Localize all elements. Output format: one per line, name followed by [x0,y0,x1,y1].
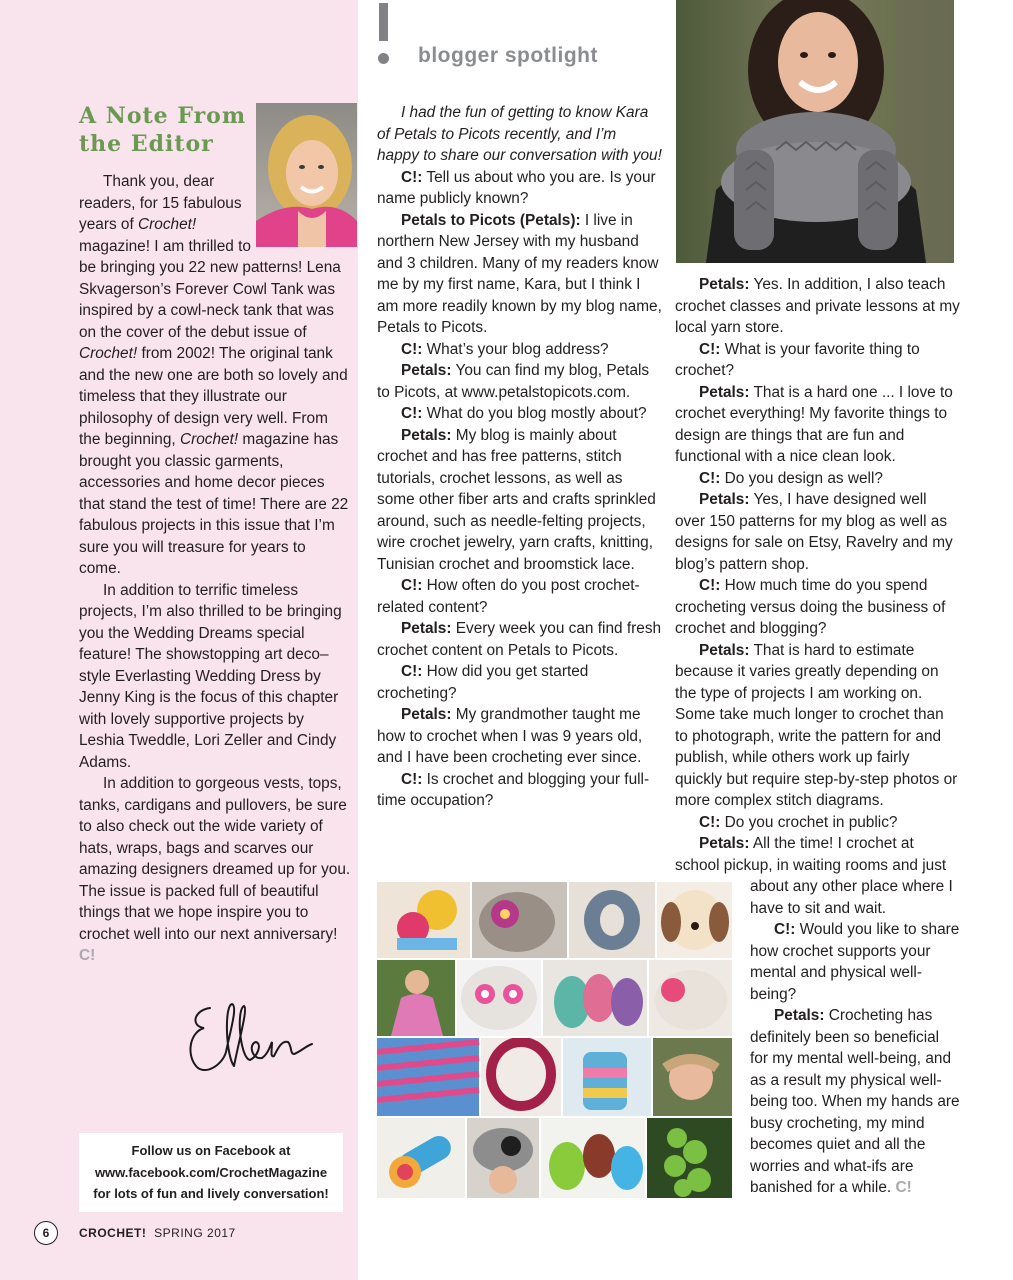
facebook-callout [79,1133,343,1212]
interview-answer: Petals: Every week you can find fresh crochet content on Petals to Picots. [377,620,662,659]
interview-question: C!: What is your favorite thing to crochet? [675,340,920,379]
interview-question: C!: Would you like to share how crochet supports your mental and physical well-being? [750,921,960,1003]
exclamation-dot-icon [378,53,389,64]
interview-column-1 [377,102,662,812]
interview-answer: Petals: That is hard to estimate because it varies greatly depending on the type of projects I am working on. Some take much longer to crochet than to photograph, write the pattern for and publish, while others work up fairly quickly but require step-by-step photos or more complex stitch diagrams. [675,641,958,809]
interview-answer: Petals: Yes, I have designed well over 150 patterns for my blog as well as designs for sale on Etsy, Ravelry and my blog’s pattern shop. [675,491,953,573]
page-footer [79,1226,236,1240]
interview-question: C!: Tell us about who you are. Is your name publicly known? [377,168,656,207]
photo-text-wrap-spacer [253,171,351,249]
interview-question: C!: What do you blog mostly about? [401,405,647,422]
interview-question: C!: Is crochet and blogging your full-time occupation? [377,770,650,809]
magazine-name: Crochet! [179,431,239,448]
editor-paragraph: In addition to gorgeous vests, tops, tanks, cardigans and pullovers, be sure to also check out the wide variety of hats, wraps, bags and scarves our amazing designers dreamed up for you. The issue is packed full of beautiful things that we hope inspire you to crochet well into our next anniversary! C! [79,775,351,964]
question-speaker: C!: [401,770,423,788]
footer-magazine: CROCHET! [79,1226,147,1240]
editor-note-title: A Note From the Editor [79,103,247,157]
editor-paragraph: In addition to terrific timeless projects, I’m also thrilled to be bringing you the Wedding Dreams special feature! The showstopping art deco–style Everlasting Wedding Dress by Jenny King is the focus of this chapter with lovely supportive projects by Leshia Tweddle, Lori Zeller and Cindy Adams. [79,581,342,771]
interview-column-2 [675,274,960,876]
editor-paragraphs [79,171,351,967]
answer-speaker: Petals: [699,491,750,508]
blogger-portrait-photo [676,0,954,263]
interview-question: C!: How much time do you spend crocheting versus doing the business of crochet and blogging? [675,577,946,637]
answer-speaker: Petals: [401,706,452,723]
interview-answer: Petals: My blog is mainly about crochet and has free patterns, stitch tutorials, crochet lessons, as well as some other fiber arts and crafts sprinkled around, such as needle-felting projects, wire crochet jewelry, yarn crafts, knitting, Tunisian crochet and broomstick lace. [377,426,656,573]
answer-speaker: Petals: [401,426,452,444]
question-speaker: C!: [774,921,796,938]
answer-speaker: Petals: [401,620,452,637]
interview-answer: Petals: Yes. In addition, I also teach crochet classes and private lessons at my local yarn store. [675,276,960,336]
section-label: blogger spotlight [418,44,598,67]
question-speaker: C!: [401,340,423,358]
answer-speaker: Petals: [774,1007,825,1024]
exclamation-bar-icon [379,3,388,41]
facebook-line-3: for lots of fun and lively conversation! [93,1186,329,1202]
interview-question: C!: Do you crochet in public? [699,813,898,831]
question-speaker: C!: [699,469,721,487]
answer-speaker: Petals to Picots (Petals): [401,211,581,229]
end-mark-icon: C! [79,947,96,964]
editor-signature [182,996,317,1081]
answer-speaker: Petals: [699,641,750,659]
interview-column-2-continued [750,876,960,1199]
editor-note-body [79,171,351,967]
end-mark-icon: C! [895,1179,912,1196]
facebook-url[interactable]: www.facebook.com/CrochetMagazine [94,1164,328,1180]
interview-answer-continued: about any other place where I have to sit and wait. [750,878,953,917]
answer-speaker: Petals: [401,362,452,379]
interview-answer: Petals: You can find my blog, Petals to Picots, at www.petalstopicots.com. [377,362,650,401]
interview-answer: Petals: Crocheting has definitely been so beneficial for my mental well-being, and as a result my physical well-being too. When my hands are busy crocheting, my mind becomes quiet and all the worries and what-ifs are banished for a while. C! [750,1007,960,1196]
question-speaker: C!: [699,577,721,594]
editor-paragraph: Thank you, dear readers, for 15 fabulous years of Crochet! magazine! I am thrilled to be bringing you 22 new patterns! Lena Skvagerson’s Forever Cowl Tank was inspired by a cowl-neck tank that was on the cover of the debut issue of Crochet! from 2002! The original tank and the new one are both so lovely and timeless that they illustrate our philosophy of design very well. From the beginning, Crochet! magazine has brought you classic garments, accessories and home decor pieces that stand the test of time! There are 22 fabulous projects in this issue that I’m sure you will treasure for years to come. [79,173,349,577]
interview-answer: Petals: All the time! I crochet at school pickup, in waiting rooms and just [675,835,947,874]
project-photo-collage [377,882,732,1198]
interview-question: C!: What’s your blog address? [401,340,609,358]
interview-intro: I had the fun of getting to know Kara of Petals to Picots recently, and I’m happy to share our conversation with you! [377,104,662,164]
page-number: 6 [34,1221,58,1245]
interview-question: C!: How often do you post crochet-related content? [377,577,640,616]
interview-question: C!: How did you get started crocheting? [377,663,589,702]
interview-answer: Petals: My grandmother taught me how to crochet when I was 9 years old, and I have been crocheting ever since. [377,706,643,766]
interview-answer: Petals to Picots (Petals): I live in northern New Jersey with my husband and 3 children. Many of my readers know me by my first name, Kara, but I think I am more readily known by my blog name, Petals to Picots. [377,211,662,336]
question-speaker: C!: [699,813,721,831]
answer-speaker: Petals: [699,276,750,293]
question-speaker: C!: [401,577,423,594]
question-speaker: C!: [401,168,423,186]
facebook-line-1: Follow us on Facebook at [131,1143,291,1159]
interview-question: C!: Do you design as well? [699,469,883,487]
answer-speaker: Petals: [699,835,750,852]
interview-answer: Petals: That is a hard one ... I love to crochet everything! My favorite things to design are things that are fun and functional with a nice clean look. [675,383,953,465]
question-speaker: C!: [699,340,721,358]
question-speaker: C!: [401,405,423,422]
magazine-name: Crochet! [79,345,138,362]
answer-speaker: Petals: [699,383,750,401]
magazine-name: Crochet! [138,216,197,233]
question-speaker: C!: [401,663,423,680]
footer-issue: SPRING 2017 [154,1226,236,1240]
